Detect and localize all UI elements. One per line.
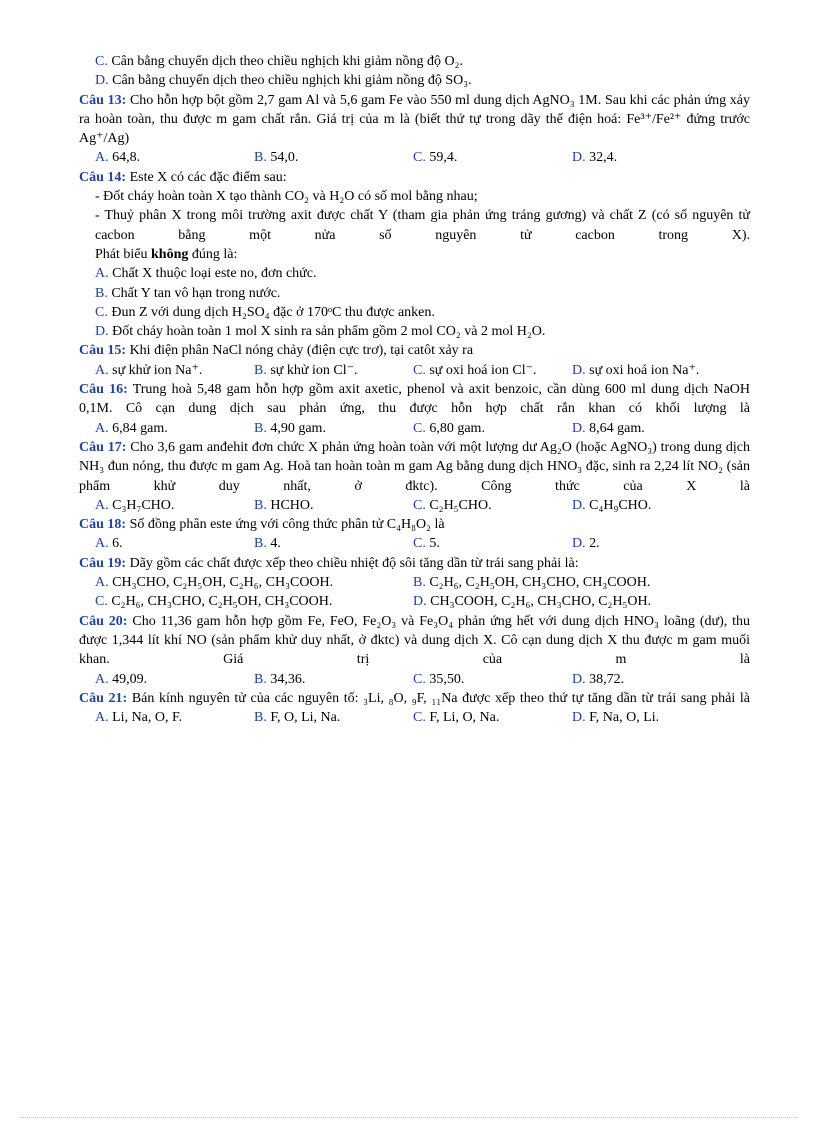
exam-page (79, 52, 750, 727)
option-letter: B. (254, 710, 267, 726)
option-letter: B. (254, 497, 267, 513)
option-a[interactable] (95, 361, 254, 380)
question-text: Khi điện phân NaCl nóng chảy (điện cực trơ), tại catôt xảy ra (129, 343, 474, 359)
option-b[interactable] (254, 670, 413, 689)
option-text: C₂H₆, CH₃CHO, C₂H₅OH, CH₃COOH. (111, 594, 333, 610)
option-letter: C. (95, 54, 108, 69)
question-label: Câu 13: (79, 92, 127, 108)
option-b[interactable] (413, 573, 731, 592)
option-letter: D. (572, 497, 586, 513)
option-letter: A. (95, 710, 109, 726)
option-letter: A. (95, 671, 109, 687)
option-letter: D. (413, 594, 427, 610)
option-text: sự khử ion Cl⁻. (270, 362, 358, 378)
option-d[interactable] (572, 361, 731, 380)
option-text: 64,8. (112, 150, 141, 166)
option-b[interactable] (254, 361, 413, 380)
option-text: Li, Na, O, F. (112, 710, 183, 726)
option-d[interactable] (413, 592, 731, 611)
question-label: Câu 17: (79, 439, 127, 455)
option-text: 35,50. (429, 671, 465, 687)
question-stem (79, 341, 750, 360)
option-letter: C. (95, 304, 108, 320)
option-text: Cân bằng chuyển dịch theo chiều nghịch khi giảm nồng độ SO₃. (112, 73, 472, 89)
question-14 (79, 168, 750, 342)
question-label: Câu 21: (79, 690, 128, 706)
option-d[interactable] (572, 496, 731, 515)
option-letter: C. (95, 594, 108, 610)
option-c[interactable] (413, 708, 572, 727)
answer-options (79, 148, 750, 167)
question-19 (79, 554, 750, 612)
question-label: Câu 19: (79, 555, 127, 571)
option-text: sự oxi hoá ion Cl⁻. (429, 362, 537, 378)
answer-options (79, 708, 750, 727)
option-text: 8,64 gam. (589, 420, 645, 436)
option-letter: B. (254, 150, 267, 166)
option-letter: C. (413, 671, 426, 687)
q12-option-c (79, 52, 750, 71)
option-text: 38,72. (589, 671, 625, 687)
option-letter: D. (572, 671, 586, 687)
prompt-emphasis: không (151, 246, 189, 262)
answer-options (79, 496, 750, 515)
option-d[interactable] (572, 534, 731, 553)
option-text: C₄H₉CHO. (589, 497, 652, 513)
question-16 (79, 380, 750, 438)
option-letter: D. (572, 536, 586, 552)
statement-prompt (79, 245, 750, 264)
option-letter: C. (413, 497, 426, 513)
question-15 (79, 341, 750, 380)
option-letter: A. (95, 362, 109, 378)
question-stem (79, 689, 750, 708)
option-a[interactable] (95, 708, 254, 727)
question-stem (79, 168, 750, 187)
option-d[interactable] (79, 322, 750, 341)
option-text: 59,4. (429, 150, 458, 166)
question-stem (79, 91, 750, 149)
question-stem (79, 612, 750, 670)
option-text: Chất Y tan vô hạn trong nước. (111, 285, 281, 301)
option-letter: D. (572, 420, 586, 436)
question-text: Trung hoà 5,48 gam hỗn hợp gồm axit axetic, phenol và axit benzoic, cần dùng 600 ml dung dịch NaOH 0,1M. Cô cạn dung dịch sau phản ứng, thu được hỗn hợp chất rắn khan có khối lượng là (79, 382, 751, 417)
option-text: F, Na, O, Li. (589, 710, 660, 726)
question-label: Câu 20: (79, 613, 128, 629)
option-text: Cân bằng chuyển dịch theo chiều nghịch khi giảm nồng độ O₂. (111, 54, 464, 69)
option-letter: D. (572, 710, 586, 726)
option-a[interactable] (79, 264, 750, 283)
option-text: Đốt cháy hoàn toàn 1 mol X sinh ra sản phẩm gồm 2 mol CO₂ và 2 mol H₂O. (112, 324, 546, 340)
answer-options (79, 670, 750, 689)
question-label: Câu 15: (79, 343, 127, 359)
option-letter: D. (95, 324, 109, 340)
option-c[interactable] (413, 534, 572, 553)
option-text: 6,84 gam. (112, 420, 168, 436)
option-text: C₃H₇CHO. (112, 497, 175, 513)
question-text: Cho 3,6 gam anđehit đơn chức X phản ứng hoàn toàn với một lượng dư Ag₂O (hoặc AgNO₃) trong dung dịch NH₃ đun nóng, thu được m gam Ag. Hoà tan hoàn toàn m gam Ag bằng dung dịch HNO₃ đặc, sinh ra 2,24 lít NO₂ (sản phẩm khử duy nhất, ở đktc). Công thức của X là (79, 439, 751, 494)
option-c[interactable] (95, 592, 413, 611)
option-letter: D. (572, 362, 586, 378)
option-text: F, O, Li, Na. (270, 710, 341, 726)
question-17 (79, 438, 750, 515)
option-letter: B. (254, 671, 267, 687)
option-text: CH₃CHO, C₂H₅OH, C₂H₆, CH₃COOH. (112, 575, 334, 591)
option-b[interactable] (254, 708, 413, 727)
question-13 (79, 91, 750, 168)
option-text: 2. (589, 536, 600, 552)
option-text: C₂H₅CHO. (429, 497, 492, 513)
option-c[interactable] (79, 303, 750, 322)
answer-options (79, 361, 750, 380)
option-text: 5. (429, 536, 440, 552)
question-21 (79, 689, 750, 728)
option-letter: C. (413, 536, 426, 552)
question-text: Số đồng phân este ứng với công thức phân tử C₄H₈O₂ là (129, 517, 445, 533)
option-c[interactable] (413, 670, 572, 689)
option-d[interactable] (572, 708, 731, 727)
option-text: 32,4. (589, 150, 618, 166)
answer-options-row-1 (79, 573, 750, 592)
option-text: 49,09. (112, 671, 148, 687)
option-a[interactable] (95, 573, 413, 592)
option-text: 34,36. (270, 671, 306, 687)
option-letter: A. (95, 497, 109, 513)
q12-option-d (79, 71, 750, 90)
option-c[interactable] (413, 419, 572, 438)
page-footer-divider (20, 1117, 796, 1118)
option-letter: C. (413, 150, 426, 166)
option-letter: A. (95, 420, 109, 436)
option-letter: D. (95, 73, 109, 89)
option-letter: A. (95, 150, 109, 166)
option-text: sự oxi hoá ion Na⁺. (589, 362, 700, 378)
option-a[interactable] (95, 534, 254, 553)
question-stem (79, 515, 750, 534)
option-letter: C. (413, 362, 426, 378)
question-stem (79, 554, 750, 573)
option-text: 6,80 gam. (429, 420, 485, 436)
option-text: CH₃COOH, C₂H₆, CH₃CHO, C₂H₅OH. (430, 594, 652, 610)
option-text: C₂H₆, C₂H₅OH, CH₃CHO, CH₃COOH. (429, 575, 651, 591)
option-text: F, Li, O, Na. (429, 710, 500, 726)
condition-2: - Thuỷ phân X trong môi trường axit được chất Y (tham gia phản ứng tráng gương) và chất Z (có số nguyên tử cacbon bằng một nửa số nguyên tử cacbon trong X). (95, 208, 750, 243)
question-text: Este X có các đặc điểm sau: (129, 169, 287, 185)
option-letter: A. (95, 575, 109, 591)
question-18 (79, 515, 750, 554)
option-b[interactable] (254, 496, 413, 515)
option-text: 4,90 gam. (270, 420, 326, 436)
answer-options-row-2 (79, 592, 750, 611)
option-text: HCHO. (270, 497, 314, 513)
question-stem (79, 380, 750, 419)
question-label: Câu 18: (79, 517, 127, 533)
option-text: 54,0. (270, 150, 299, 166)
question-text: Cho 11,36 gam hỗn hợp gồm Fe, FeO, Fe₂O₃ và Fe₃O₄ phản ứng hết với dung dịch HNO₃ loãng (dư), thu được 1,344 lít khí NO (sản phẩm khử duy nhất, ở đktc) và dung dịch X. Cô cạn dung dịch X thu được m gam muối khan. Giá trị của m là (79, 613, 751, 668)
option-d[interactable] (572, 670, 731, 689)
option-letter: A. (95, 536, 109, 552)
option-b[interactable] (79, 284, 750, 303)
option-text: sự khử ion Na⁺. (112, 362, 203, 378)
option-letter: D. (572, 150, 586, 166)
option-b[interactable] (254, 148, 413, 167)
option-b[interactable] (254, 534, 413, 553)
option-letter: C. (413, 420, 426, 436)
question-text: Cho hỗn hợp bột gồm 2,7 gam Al và 5,6 gam Fe vào 550 ml dung dịch AgNO₃ 1M. Sau khi các phản ứng xảy ra hoàn toàn, thu được m gam chất rắn. Giá trị của m là (biết thứ tự trong dãy thế điện hoá: Fe³⁺/Fe²⁺ đứng trước Ag⁺/Ag) (79, 92, 751, 147)
option-text: 4. (270, 536, 281, 552)
option-letter: B. (413, 575, 426, 591)
question-text: Dãy gồm các chất được xếp theo chiều nhiệt độ sôi tăng dần từ trái sang phải là: (129, 555, 579, 571)
option-b[interactable] (254, 419, 413, 438)
answer-options (79, 419, 750, 438)
option-letter: B. (254, 536, 267, 552)
option-c[interactable] (413, 361, 572, 380)
option-letter: B. (95, 285, 108, 301)
option-a[interactable] (95, 419, 254, 438)
option-letter: B. (254, 362, 267, 378)
option-a[interactable] (95, 148, 254, 167)
condition-1: - Đốt cháy hoàn toàn X tạo thành CO₂ và H₂O có số mol bằng nhau; (95, 189, 478, 205)
option-text: 6. (112, 536, 123, 552)
option-c[interactable] (413, 496, 572, 515)
prompt-suffix: đúng là: (191, 246, 238, 262)
prompt-prefix: Phát biểu (95, 246, 148, 262)
option-c[interactable] (413, 148, 572, 167)
question-text: Bán kính nguyên tử của các nguyên tố: ₃Li, ₈O, ₉F, ₁₁Na được xếp theo thứ tự tăng dần từ trái sang phải là (131, 690, 751, 706)
option-text: Chất X thuộc loại este no, đơn chức. (112, 266, 317, 282)
answer-options (79, 534, 750, 553)
option-a[interactable] (95, 670, 254, 689)
option-d[interactable] (572, 419, 731, 438)
question-label: Câu 16: (79, 382, 128, 398)
option-letter: A. (95, 266, 109, 282)
question-label: Câu 14: (79, 169, 127, 185)
question-20 (79, 612, 750, 689)
question-stem (79, 438, 750, 496)
option-letter: B. (254, 420, 267, 436)
option-letter: C. (413, 710, 426, 726)
option-text: Đun Z với dung dịch H₂SO₄ đặc ở 170ᵒC thu được anken. (111, 304, 435, 320)
option-a[interactable] (95, 496, 254, 515)
option-d[interactable] (572, 148, 731, 167)
